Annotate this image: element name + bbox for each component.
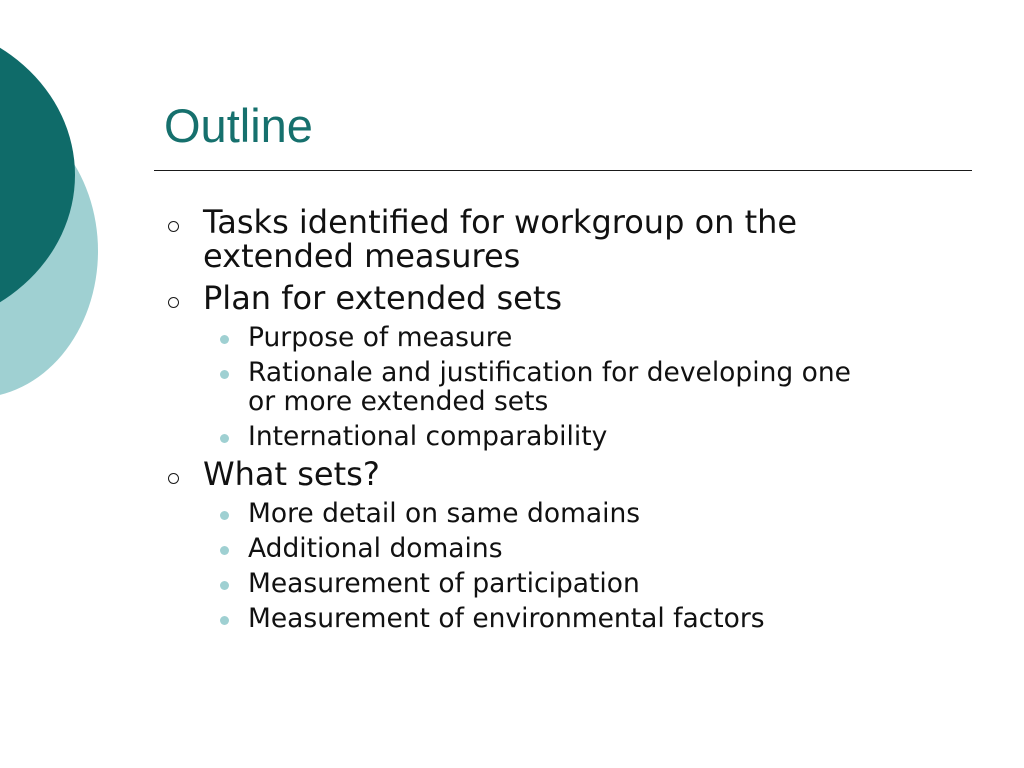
bullet-list [164,205,964,639]
sub-bullet-item [164,358,964,416]
bullet-item [164,205,964,273]
filled-dot-bullet-icon [220,335,229,344]
filled-dot-bullet-icon [220,616,229,625]
sub-bullet-item [164,499,964,528]
sub-bullet-item [164,604,964,633]
filled-dot-bullet-icon [220,546,229,555]
hollow-circle-bullet-icon [168,297,179,308]
hollow-circle-bullet-icon [168,473,179,484]
hollow-circle-bullet-icon [168,221,179,232]
filled-dot-bullet-icon [220,581,229,590]
sub-bullet-text-line: or more extended sets [248,386,549,417]
sub-bullet-text: More detail on same domains [248,498,641,529]
bullet-text-line: Tasks identified for workgroup on the [203,203,798,241]
sub-bullet-text: Additional domains [248,533,503,564]
filled-dot-bullet-icon [220,370,229,379]
sub-bullet-item [164,422,964,451]
bullet-text: Plan for extended sets [203,279,563,317]
sub-bullet-text: Measurement of environmental factors [248,603,765,634]
sub-bullet-item [164,569,964,598]
bullet-item [164,281,964,315]
sub-bullet-text: Measurement of participation [248,568,640,599]
sub-bullet-list [164,499,964,633]
sub-bullet-item [164,323,964,352]
filled-dot-bullet-icon [220,434,229,443]
bullet-text: What sets? [203,455,380,493]
sub-bullet-text: Purpose of measure [248,322,513,353]
sub-bullet-list [164,323,964,451]
bullet-text-line: extended measures [203,237,521,275]
filled-dot-bullet-icon [220,511,229,520]
slide-title: Outline [164,99,313,152]
bullet-item [164,457,964,491]
sub-bullet-text: International comparability [248,421,608,452]
title-divider [154,170,972,171]
sub-bullet-text-line: Rationale and justification for developing one [248,357,851,388]
sub-bullet-item [164,534,964,563]
